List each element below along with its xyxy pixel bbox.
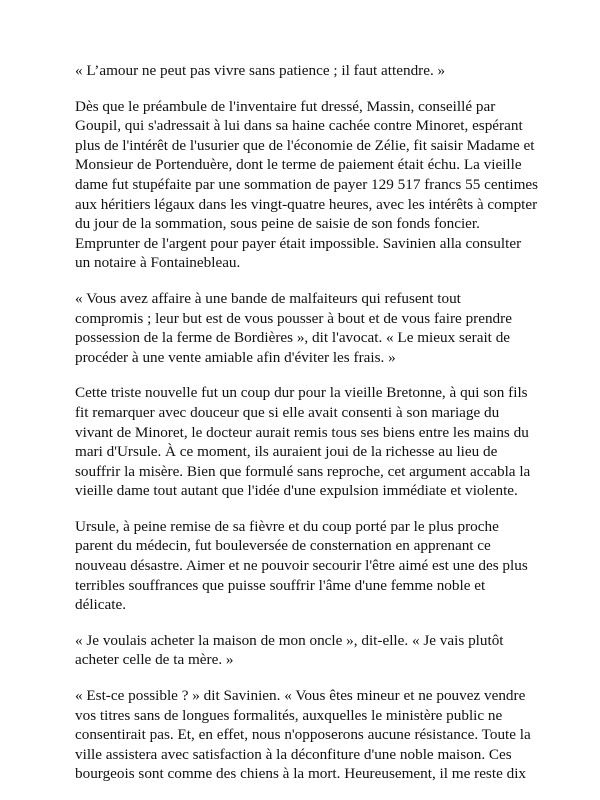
text-line: possession de la ferme de Bordières », dit l'avocat. « Le mieux serait de: [75, 329, 511, 347]
paragraph: [75, 61, 537, 81]
text-line: consentirait pas. Et, en effet, nous n'opposerons aucune résistance. Toute la: [75, 726, 531, 744]
text-line: nouveau désastre. Aimer et ne pouvoir secourir l'être aimé est une des plus: [75, 557, 528, 575]
text-line: « Est-ce possible ? » dit Savinien. « Vous êtes mineur et ne pouvez vendre: [75, 687, 526, 705]
text-line: compromis ; leur but est de vous pousser à bout et de vous faire prendre: [75, 309, 512, 327]
text-line: « Je voulais acheter la maison de mon oncle », dit-elle. « Je vais plutôt: [75, 631, 504, 649]
text-line: Dès que le préambule de l'inventaire fut dressé, Massin, conseillé par: [75, 97, 496, 115]
paragraph: [75, 289, 537, 367]
text-line: vieille dame tout autant que l'idée d'une expulsion immédiate et violente.: [75, 482, 518, 500]
text-line: dame fut stupéfaite par une sommation de payer 129 517 francs 55 centimes: [75, 175, 539, 193]
text-line: délicate.: [75, 596, 127, 614]
paragraph: [75, 686, 537, 784]
text-line: terribles souffrances que puisse souffrir l'âme d'une femme noble et: [75, 576, 486, 594]
text-line: Goupil, qui s'adressait à lui dans sa haine cachée contre Minoret, espérant: [75, 117, 523, 135]
paragraph: [75, 631, 537, 670]
text-line: parent du médecin, fut bouleversée de consternation en apprenant ce: [75, 537, 491, 555]
document-page: [75, 61, 537, 800]
text-line: vivant de Minoret, le docteur aurait remis tous ses biens entre les mains du: [75, 423, 529, 441]
text-line: du jour de la sommation, sous peine de saisie de son fonds foncier.: [75, 215, 480, 233]
text-line: fit remarquer avec douceur que si elle avait consenti à son mariage du: [75, 403, 500, 421]
text-line: souffrir la misère. Bien que formulé sans reproche, cet argument accabla la: [75, 462, 531, 480]
text-line: bourgeois sont comme des chiens à la mort. Heureusement, il me reste dix: [75, 765, 527, 783]
text-line: aux héritiers légaux dans les vingt-quatre heures, avec les intérêts à compter: [75, 195, 538, 213]
text-line: Cette triste nouvelle fut un coup dur pour la vieille Bretonne, à qui son fils: [75, 384, 528, 402]
text-line: mari d'Ursule. À ce moment, ils auraient joui de la richesse au lieu de: [75, 443, 498, 461]
text-line: « L’amour ne peut pas vivre sans patience ; il faut attendre. »: [75, 62, 446, 79]
text-line: « Vous avez affaire à une bande de malfaiteurs qui refusent tout: [75, 289, 461, 307]
paragraph: [75, 517, 537, 615]
text-line: Emprunter de l'argent pour payer était impossible. Savinien alla consulter: [75, 234, 522, 252]
text-line: Ursule, à peine remise de sa fièvre et du coup porté par le plus proche: [75, 517, 499, 535]
text-line: un notaire à Fontainebleau.: [75, 254, 241, 272]
text-line: acheter celle de ta mère. »: [75, 651, 234, 669]
text-line: procéder à une vente amiable afin d'éviter les frais. »: [75, 348, 396, 366]
paragraph: [75, 97, 537, 273]
text-line: ville assistera avec satisfaction à la déconfiture d'une noble maison. Ces: [75, 745, 512, 763]
text-line: plus de l'intérêt de l'usurier que de l'économie de Zélie, fit saisir Madame et: [75, 136, 535, 154]
text-line: vos titres sans de longues formalités, auxquelles le ministère public ne: [75, 706, 503, 724]
text-line: Monsieur de Portenduère, dont le terme de paiement était échu. La vieille: [75, 156, 522, 174]
paragraph: [75, 383, 537, 501]
